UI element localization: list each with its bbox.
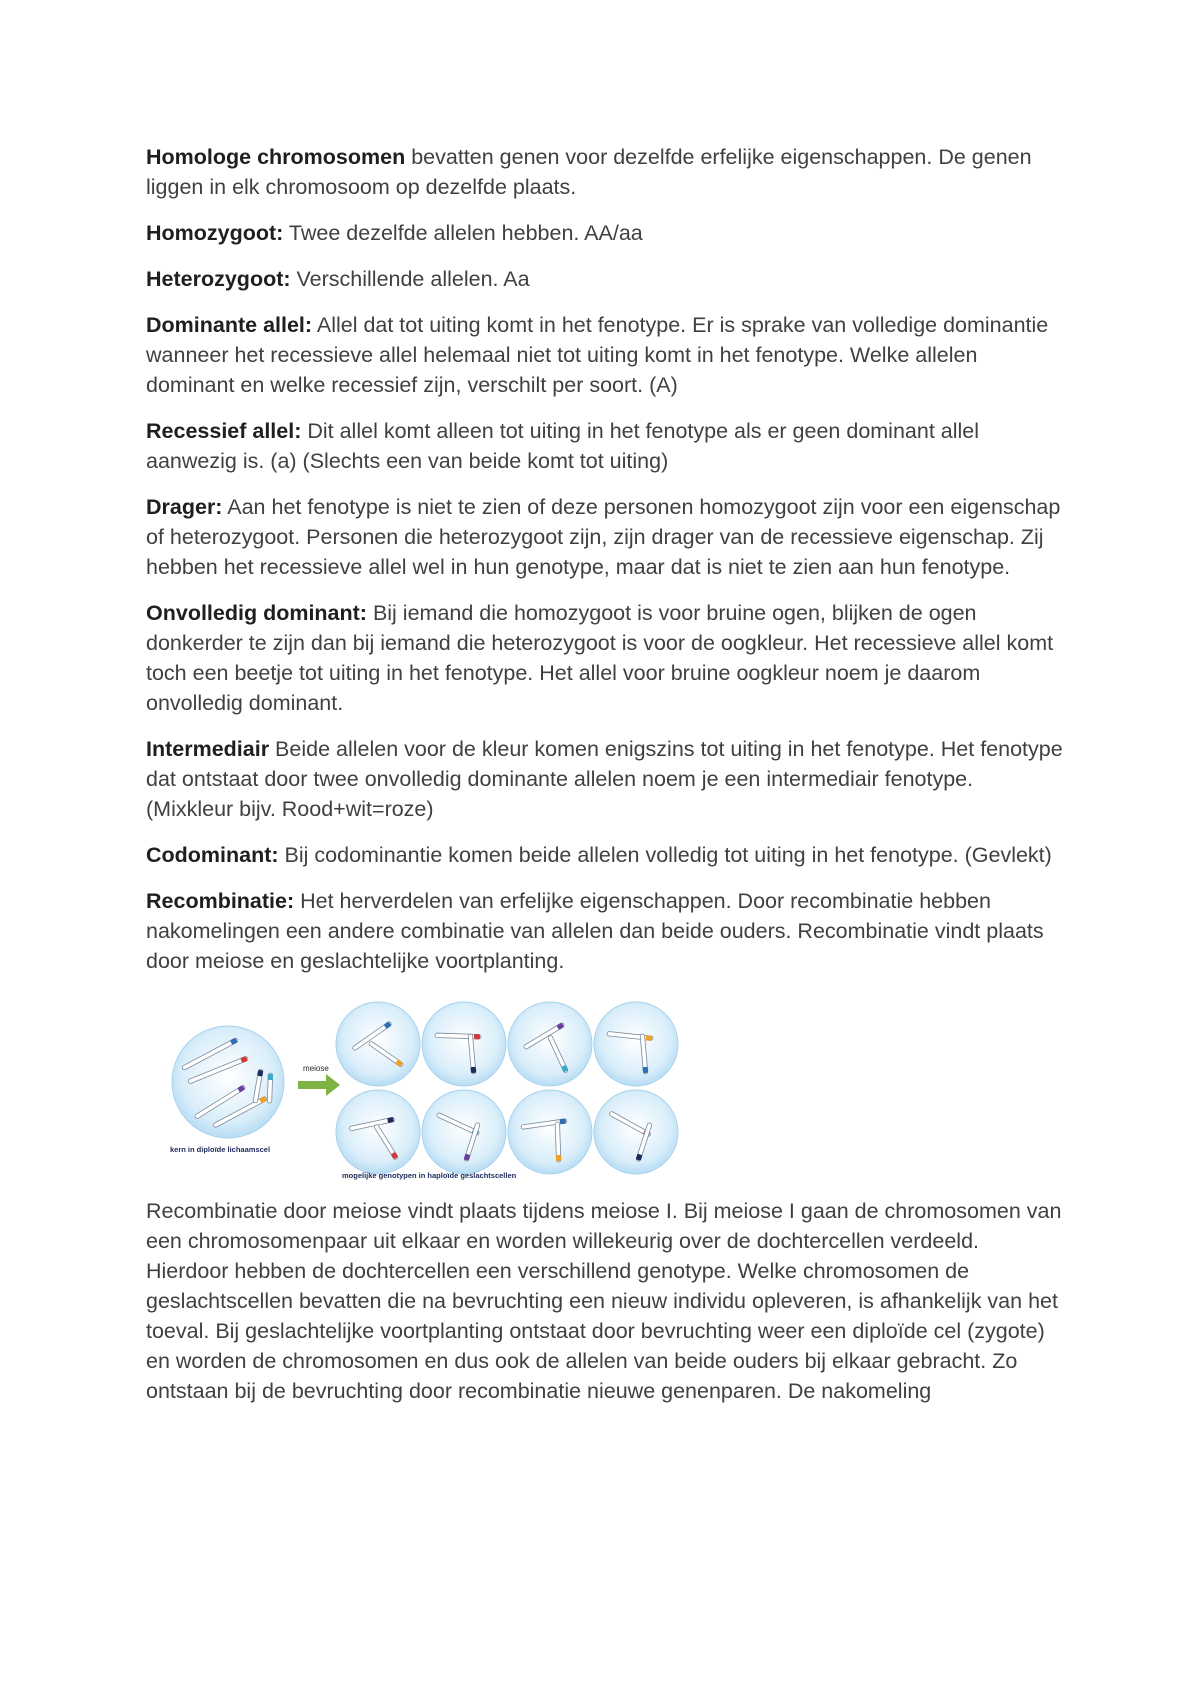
meiosis-illustration [160, 992, 720, 1184]
definition-text: Twee dezelfde allelen hebben. AA/aa [283, 221, 643, 245]
chromosome [267, 1073, 273, 1103]
haploid-cell [594, 1002, 678, 1086]
definition-text: Bij codominantie komen beide allelen volledig tot uiting in het fenotype. (Gevlekt) [278, 843, 1052, 867]
definition-text: Het herverdelen van erfelijke eigenschappen. Door recombinatie hebben nakomelingen een andere combinatie van allelen dan beide ouders. Recombinatie vindt plaats door meiose en geslachtelijke voortplanting. [146, 889, 1044, 973]
definition-term: Recessief allel: [146, 419, 302, 443]
definition-text: Beide allelen voor de kleur komen enigszins tot uiting in het fenotype. Het fenotype dat ontstaat door twee onvolledig dominante allelen noem je een intermediair fenotype. (Mixkleur bijv. Rood+wit=roze) [146, 737, 1063, 821]
haploid-cell [336, 1002, 420, 1086]
definition-term: Homologe chromosomen [146, 145, 406, 169]
definition-entry [146, 840, 1066, 870]
definition-text: Allel dat tot uiting komt in het fenotype. Er is sprake van volledige dominantie wanneer het recessieve allel helemaal niet tot uiting komt in het fenotype. Welke allelen dominant en welke recessief zijn, verschilt per soort. (A) [146, 313, 1049, 397]
definition-entry [146, 598, 1066, 718]
definition-entry [146, 142, 1066, 202]
definition-entry [146, 218, 1066, 248]
haploid-cell [508, 1002, 592, 1086]
haploid-cell [594, 1090, 678, 1174]
definition-term: Intermediair [146, 737, 270, 761]
definition-text: Dit allel komt alleen tot uiting in het fenotype als er geen dominant allel aanwezig is. (a) (Slechts een van beide komt tot uiting) [146, 419, 980, 473]
definition-term: Heterozygoot: [146, 267, 291, 291]
definition-entry [146, 886, 1066, 976]
document-page [146, 142, 1066, 1406]
bottom-caption: mogelijke genotypen in haploïde geslachtscellen [342, 1171, 517, 1180]
definition-text: bevatten genen voor dezelfde erfelijke eigenschappen. De genen liggen in elk chromosoom op dezelfde plaats. [146, 145, 1032, 199]
definition-text: Aan het fenotype is niet te zien of deze personen homozygoot zijn voor een eigenschap of heterozygoot. Personen die heterozygoot zijn, zijn drager van de recessieve eigenschap. Zij hebben het recessieve allel wel in hun genotype, maar dat is niet te zien aan hun fenotype. [146, 495, 1061, 579]
definition-entry [146, 734, 1066, 824]
definition-term: Drager: [146, 495, 223, 519]
definition-entry [146, 416, 1066, 476]
definition-entry [146, 264, 1066, 294]
definition-list [146, 142, 1066, 976]
definition-term: Recombinatie: [146, 889, 295, 913]
meiosis-figure [160, 992, 720, 1184]
definition-text: Verschillende allelen. Aa [290, 267, 530, 291]
haploid-cell [422, 1090, 506, 1174]
definition-term: Dominante allel: [146, 313, 313, 337]
meiosis-arrow [298, 1064, 340, 1096]
arrow-label: meiose [303, 1064, 329, 1073]
recombination-paragraph: Recombinatie door meiose vindt plaats tijdens meiose I. Bij meiose I gaan de chromosomen van een chromosomenpaar uit elkaar en worden willekeurig over de dochtercellen verdeeld. Hierdoor hebben de dochtercellen een verschillend genotype. Welke chromosomen de geslachtscellen bevatten die na bevruchting een nieuw individu opleveren, is afhankelijk van het toeval. Bij geslachtelijke voortplanting ontstaat door bevruchting weer een diploïde cel (zygote) en worden de chromosomen en dus ook de allelen van beide ouders bij elkaar gebracht. Zo ontstaan bij de bevruchting door recombinatie nieuwe genenparen. De nakomeling [146, 1199, 1062, 1403]
definition-entry [146, 492, 1066, 582]
definition-text: Bij iemand die homozygoot is voor bruine ogen, blijken de ogen donkerder te zijn dan bij iemand die heterozygoot is voor de oogkleur. Het recessieve allel komt toch een beetje tot uiting in het fenotype. Het allel voor bruine oogkleur noem je daarom onvolledig dominant. [146, 601, 1054, 715]
definition-entry [146, 310, 1066, 400]
definition-term: Codominant: [146, 843, 279, 867]
haploid-cell [508, 1090, 592, 1174]
definition-term: Onvolledig dominant: [146, 601, 367, 625]
left-caption: kern in diploïde lichaamscel [170, 1145, 271, 1154]
definition-term: Homozygoot: [146, 221, 284, 245]
haploid-cell [422, 1002, 506, 1086]
